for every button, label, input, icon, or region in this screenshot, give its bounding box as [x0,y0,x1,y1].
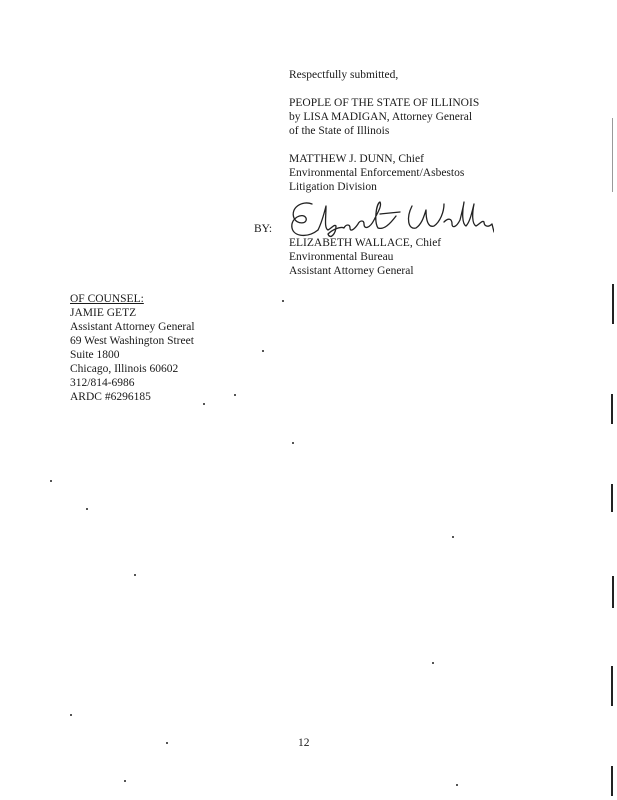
scan-edge-mark [612,118,613,192]
scan-speck [456,784,458,786]
party-line-3: of the State of Illinois [289,125,390,137]
scan-speck [86,508,88,510]
scan-speck [50,480,52,482]
chief-line-2: Environmental Enforcement/Asbestos [289,167,465,179]
scan-speck [134,574,136,576]
signature-stroke-t-cross [380,212,400,214]
counsel-name: JAMIE GETZ [70,307,137,319]
page-number [298,736,310,750]
scan-speck [452,536,454,538]
counsel-city: Chicago, Illinois 60602 [70,363,179,375]
scan-speck [432,662,434,664]
signer-line-3: Assistant Attorney General [289,265,414,277]
scan-edge-mark [611,766,613,796]
signer-block [289,236,441,278]
scan-edge-mark [611,484,613,512]
by-label-text: BY: [254,223,273,235]
counsel-street: 69 West Washington Street [70,335,194,347]
counsel-phone: 312/814-6986 [70,377,135,389]
signer-line-2: Environmental Bureau [289,251,394,263]
closing-line [289,68,398,82]
page-number-text: 12 [298,737,310,749]
signer-line-1: ELIZABETH WALLACE, Chief [289,237,442,249]
chief-line-1: MATTHEW J. DUNN, Chief [289,153,424,165]
scan-speck [282,300,284,302]
signature-stroke-e [292,203,318,235]
signature-stroke-w [409,204,444,228]
closing-text: Respectfully submitted, [289,69,399,81]
party-line-2: by LISA MADIGAN, Attorney General [289,111,473,123]
scan-speck [124,780,126,782]
scan-speck [166,742,168,744]
division-chief-block [289,152,464,194]
counsel-block [70,292,195,404]
scan-edge-mark [612,284,614,324]
scan-edge-mark [611,666,613,706]
scan-speck [203,403,205,405]
scan-speck [234,394,236,396]
signature-stroke-last-name [444,202,494,232]
counsel-suite: Suite 1800 [70,349,120,361]
scan-edge-mark [612,576,614,608]
signature-stroke-first-name [318,202,396,236]
scan-speck [70,714,72,716]
scan-edge-mark [611,394,613,424]
party-line-1: PEOPLE OF THE STATE OF ILLINOIS [289,97,480,109]
scan-speck [262,350,264,352]
by-label [254,222,272,236]
chief-line-3: Litigation Division [289,181,377,193]
party-block [289,96,479,138]
counsel-heading: OF COUNSEL: [70,293,144,305]
counsel-ardc: ARDC #6296185 [70,391,151,403]
counsel-title: Assistant Attorney General [70,321,195,333]
scan-speck [292,442,294,444]
